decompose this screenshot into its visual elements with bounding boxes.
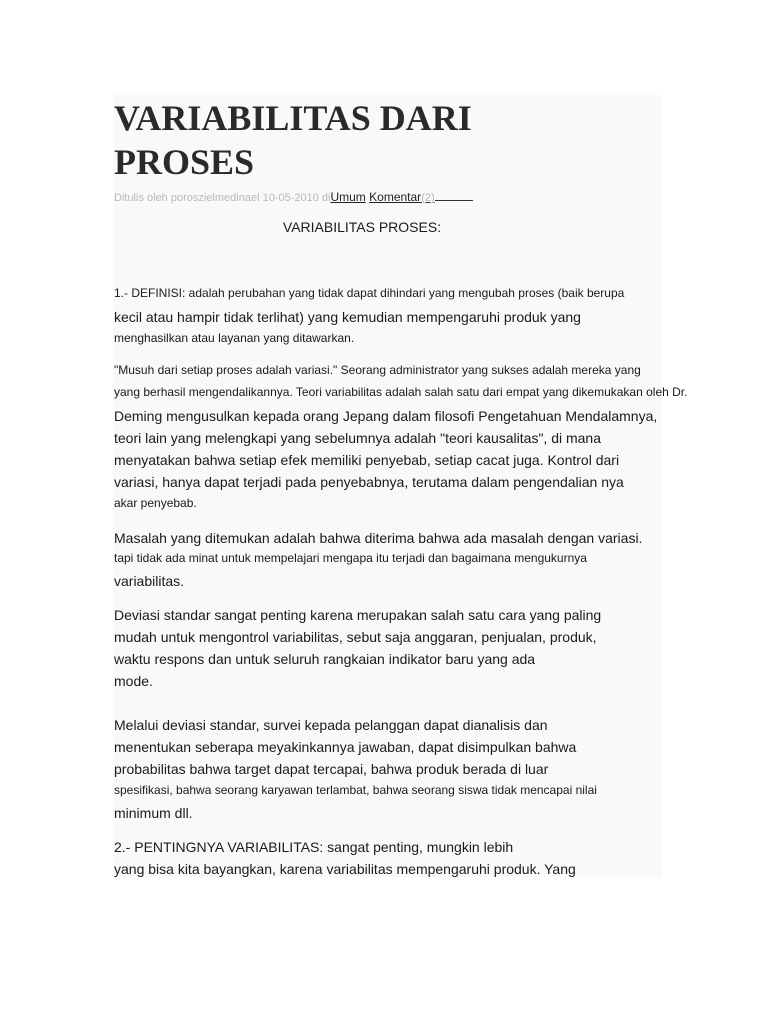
body-line: yang berhasil mengendalikannya. Teori variabilitas adalah salah satu dari empat yang dikemukakan oleh Dr. [114,385,688,399]
body-line: Masalah yang ditemukan adalah bahwa diterima bahwa ada masalah dengan variasi. [114,530,643,546]
body-line: tapi tidak ada minat untuk mempelajari mengapa itu terjadi dan bagaimana mengukurnya [114,551,587,565]
body-line: kecil atau hampir tidak terlihat) yang kemudian mempengaruhi produk yang [114,309,581,325]
body-line: Deviasi standar sangat penting karena merupakan salah satu cara yang paling [114,607,602,623]
title-line-2: PROSES [114,142,255,182]
section-heading: VARIABILITAS PROSES: [282,219,442,235]
article-title [114,96,472,184]
body-line: teori lain yang melengkapi yang sebelumnya adalah "teori kausalitas", di mana [114,430,602,446]
body-line: 2.- PENTINGNYA VARIABILITAS: sangat penting, mungkin lebih [114,839,514,855]
body-line: spesifikasi, bahwa seorang karyawan terlambat, bahwa seorang siswa tidak mencapai nilai [114,783,597,797]
body-line: menghasilkan atau layanan yang ditawarkan. [114,331,355,345]
article-meta [114,190,473,204]
body-line: probabilitas bahwa target dapat tercapai, bahwa produk berada di luar [114,761,549,777]
body-line: mudah untuk mengontrol variabilitas, sebut saja anggaran, penjualan, produk, [114,629,597,645]
body-line: Melalui deviasi standar, survei kepada pelanggan dapat dianalisis dan [114,717,548,733]
body-line: menentukan seberapa meyakinkannya jawaban, dapat disimpulkan bahwa [114,739,577,755]
body-line: waktu respons dan untuk seluruh rangkaian indikator baru yang ada [114,651,536,667]
comments-link[interactable]: Komentar [369,190,422,204]
body-line: akar penyebab. [114,496,197,510]
body-line: 1.- DEFINISI: adalah perubahan yang tidak dapat dihindari yang mengubah proses (baik berupa [114,286,625,300]
body-line: variasi, hanya dapat terjadi pada penyebabnya, terutama dalam pengendalian nya [114,474,624,490]
category-link[interactable]: Umum [330,190,366,204]
byline: Ditulis oleh poroszielmedinael 10-05-2010 di [114,192,331,204]
body-line: "Musuh dari setiap proses adalah variasi." Seorang administrator yang sukses adalah mereka yang [114,363,641,377]
title-line-1: VARIABILITAS DARI [114,98,472,138]
body-line: variabilitas. [114,573,185,589]
body-line: menyatakan bahwa setiap efek memiliki penyebab, setiap cacat juga. Kontrol dari [114,452,620,468]
body-line: yang bisa kita bayangkan, karena variabilitas mempengaruhi produk. Yang [114,861,576,877]
body-line: mode. [114,673,153,689]
comments-count[interactable]: (2) [421,192,435,204]
body-line: Deming mengusulkan kepada orang Jepang dalam filosofi Pengetahuan Mendalamnya, [114,408,658,424]
body-line: minimum dll. [114,805,193,821]
meta-underline [435,200,473,201]
